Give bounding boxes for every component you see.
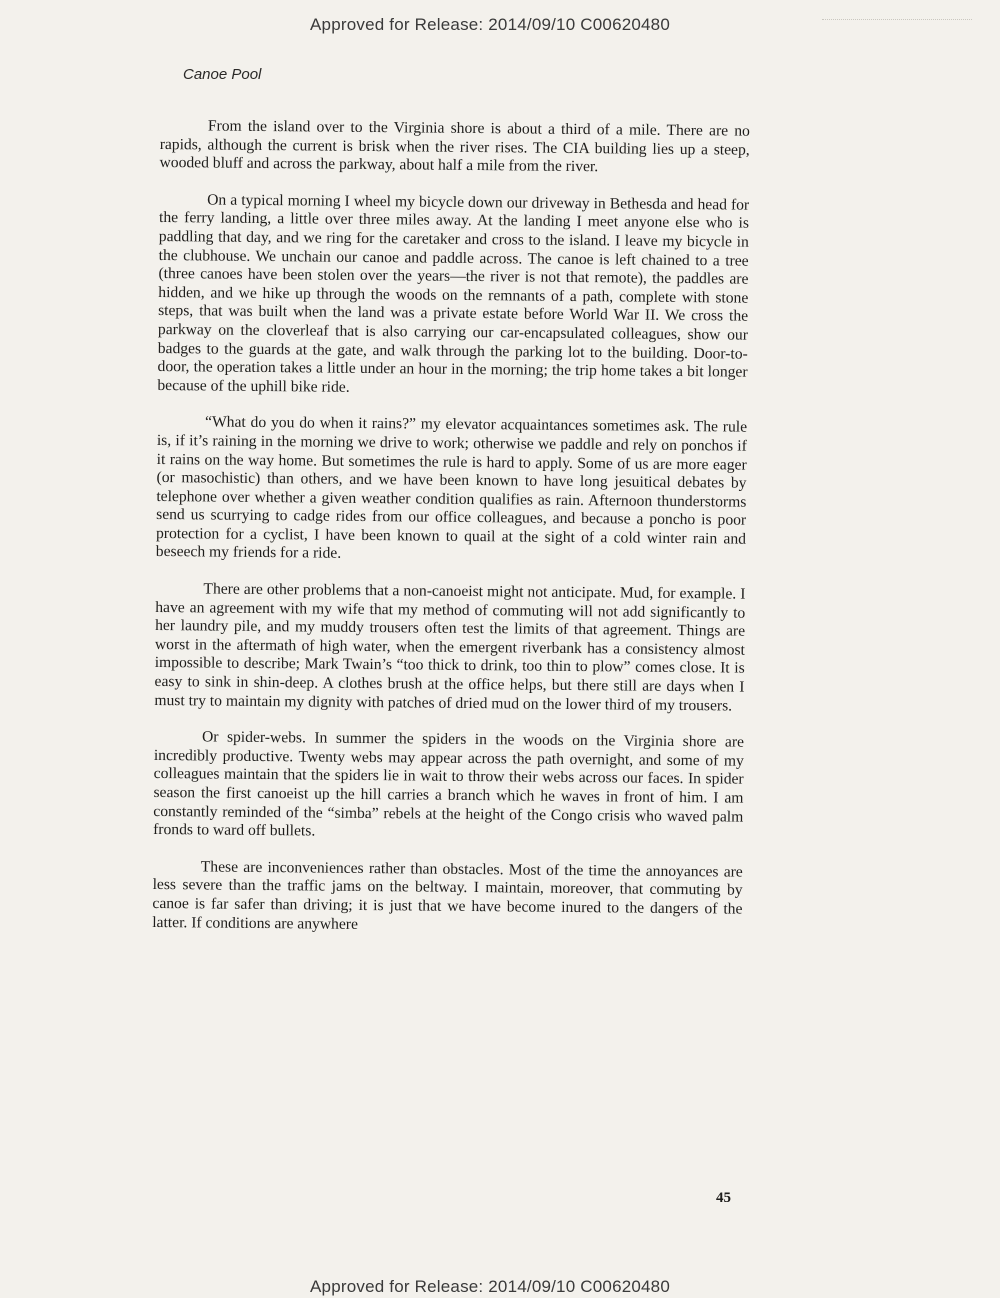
paragraph-rain: “What do you do when it rains?” my elevator acquaintances sometimes ask. The rule is, if it’s raining in the morning we drive to work; otherwise we paddle and rely on ponchos if it rains on the way home. But sometimes the rule is hard to apply. Some of us are more eager (or masochistic) than others, and we have been known to have long jesuitical debates by telephone over whether a given weather condition qualifies as rain. Afternoon thunderstorms send us scurrying to cadge rides from our office colleagues, and because a poncho is poor protection for a cyclist, I have been known to quail at the sight of a cold winter rain and beseech my friends for a ride. <box>155 413 748 563</box>
paragraph-mud: There are other problems that a non-canoeist might not anticipate. Mud, for example. I have an agreement with my wife that my method of commuting will not add significantly to her laundry pile, and my muddy trousers often test the limits of that agreement. Things are worst in the aftermath of high water, when the emergent riverbank has a consistency almost impossible to describe; Mark Twain’s “too thick to drink, too thin to plow” comes close. It is easy to sink in shin-deep. A clothes brush at the office helps, but there still are days when I must try to maintain my dignity with patches of dried mud on the lower third of my trousers. <box>154 580 746 715</box>
paragraph-typical-morning: On a typical morning I wheel my bicycle down our driveway in Bethesda and head for the ferry landing, a little over three miles away. At the landing I meet anyone else who is paddling that day, and we ring for the caretaker and cross to the island. I leave my bicycle in the clubhouse. We unchain our canoe and paddle across. The canoe is left chained to a tree (three canoes have been stolen over the years—the river is not that remote), the paddles are hidden, and we hike up through the woods on the remnants of a path, complete with stone steps, that was built when the land was a private estate before World War II. We cross the parkway on the cloverleaf that is also carrying our car-encapsulated colleagues, show our badges to the guards at the gate, and walk through the parking lot to the building. Door-to-door, the operation takes a little under an hour in the morning; the trip home takes a bit longer because of the uphill bike ride. <box>157 191 750 396</box>
release-notice-bottom: Approved for Release: 2014/09/10 C00620480 <box>310 1277 670 1296</box>
scan-artifact <box>822 19 972 23</box>
paragraph-spider-webs: Or spider-webs. In summer the spiders in the woods on the Virginia shore are incredibly productive. Twenty webs may appear across the path overnight, and some of my colleagues maintain that the spiders lie in wait to throw their webs across our faces. In spider season the first canoeist up the hill carries a branch which he waves in front of him. I am constantly reminded of the “simba” rebels at the height of the Congo crisis who waved palm fronds to ward off bullets. <box>153 728 745 840</box>
paragraph-inconveniences: These are inconveniences rather than obstacles. Most of the time the annoyances are less severe than the traffic jams on the beltway. I maintain, moreover, that commuting by canoe is far safer than driving; it is just that we have become inured to the dangers of the latter. If conditions are anywhere <box>152 858 743 933</box>
section-title: Canoe Pool <box>183 66 262 83</box>
release-notice-top: Approved for Release: 2014/09/10 C00620480 <box>310 15 670 34</box>
article-body <box>152 117 750 956</box>
paragraph-island: From the island over to the Virginia shore is about a third of a mile. There are no rapids, although the current is brisk when the river rises. The CIA building lies up a steep, wooded bluff and across the parkway, about half a mile from the river. <box>159 117 750 176</box>
page-number: 45 <box>716 1190 731 1206</box>
